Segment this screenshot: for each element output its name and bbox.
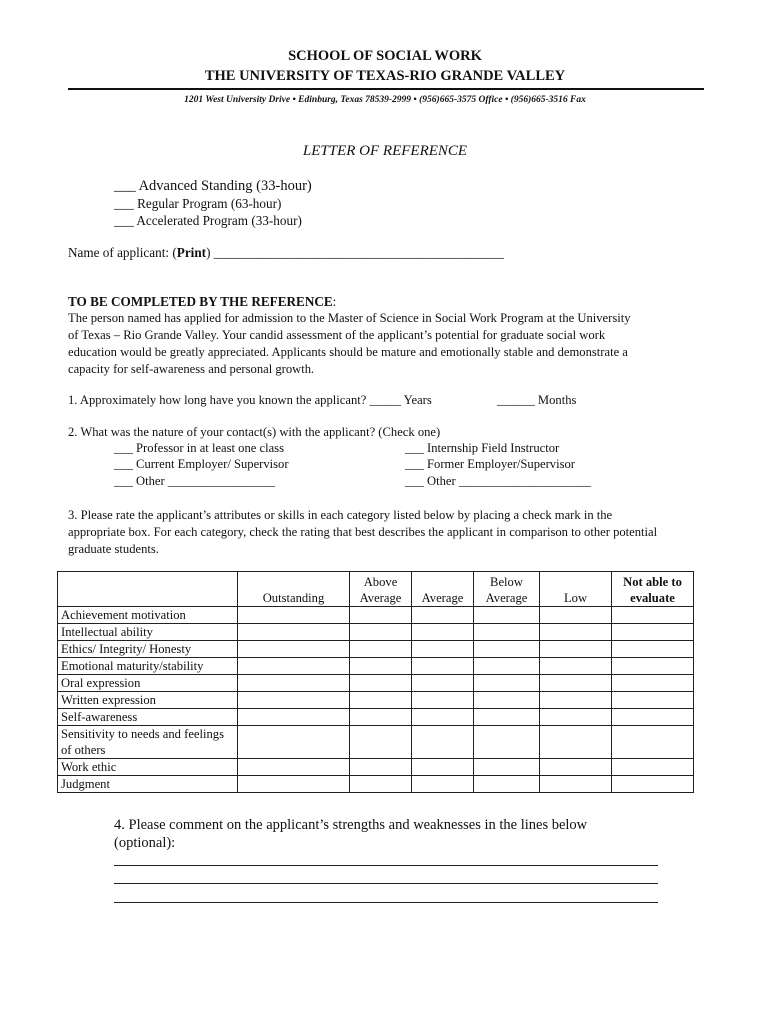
table-row <box>58 607 694 624</box>
rating-checkbox-cell[interactable] <box>238 624 350 641</box>
question-3: 3. Please rate the applicant’s attributes or skills in each category listed below by placing a check mark in the appropriate box. For each category, check the rating that best describes the applicant in comparison to other potential graduate students. <box>68 508 658 556</box>
rating-checkbox-cell[interactable] <box>350 607 412 624</box>
program-regular[interactable]: ___ Regular Program (63-hour) <box>114 196 282 211</box>
rating-checkbox-cell[interactable] <box>412 692 474 709</box>
rating-checkbox-cell[interactable] <box>238 759 350 776</box>
rating-category: Written expression <box>58 692 238 709</box>
program-accelerated[interactable]: ___ Accelerated Program (33-hour) <box>114 213 302 228</box>
rating-checkbox-cell[interactable] <box>474 709 540 726</box>
contact-current-employer[interactable]: ___ Current Employer/ Supervisor <box>114 457 289 471</box>
program-advanced-standing[interactable]: ___ Advanced Standing (33-hour) <box>114 178 312 194</box>
table-row <box>58 709 694 726</box>
rating-checkbox-cell[interactable] <box>540 726 612 759</box>
rating-checkbox-cell[interactable] <box>474 624 540 641</box>
reference-paragraph: The person named has applied for admission to the Master of Science in Social Work Program at the University of Texas – Rio Grande Valley. Your candid assessment of the applicant’s potential for graduate social work education would be greatly appreciated. Applicants should be mature and emotionally stable and demonstrate a capacity for self-awareness and personal growth. <box>68 311 631 376</box>
rating-checkbox-cell[interactable] <box>350 641 412 658</box>
rating-checkbox-cell[interactable] <box>540 709 612 726</box>
rating-header-row <box>58 572 694 607</box>
contact-field-instructor[interactable]: ___ Internship Field Instructor <box>405 441 560 455</box>
rating-header-low: Low <box>540 572 612 607</box>
rating-checkbox-cell[interactable] <box>612 692 694 709</box>
table-row <box>58 641 694 658</box>
rating-checkbox-cell[interactable] <box>350 776 412 793</box>
rating-checkbox-cell[interactable] <box>612 726 694 759</box>
rating-checkbox-cell[interactable] <box>238 607 350 624</box>
rating-category: Self-awareness <box>58 709 238 726</box>
question-4: 4. Please comment on the applicant’s strengths and weaknesses in the lines below <box>114 817 588 833</box>
rating-checkbox-cell[interactable] <box>474 726 540 759</box>
rating-table <box>57 571 694 793</box>
rating-checkbox-cell[interactable] <box>474 607 540 624</box>
rating-checkbox-cell[interactable] <box>540 607 612 624</box>
rating-checkbox-cell[interactable] <box>474 776 540 793</box>
rating-category: Work ethic <box>58 759 238 776</box>
rating-checkbox-cell[interactable] <box>238 675 350 692</box>
rating-header-category <box>58 572 238 607</box>
rating-checkbox-cell[interactable] <box>412 776 474 793</box>
address-line: 1201 West University Drive • Edinburg, Texas 78539-2999 • (956)665-3575 Office • (956)665-3516 Fax <box>184 95 586 105</box>
table-row <box>58 675 694 692</box>
rating-checkbox-cell[interactable] <box>238 692 350 709</box>
rating-category: Sensitivity to needs and feelings of others <box>58 726 238 759</box>
rating-checkbox-cell[interactable] <box>540 624 612 641</box>
school-name: SCHOOL OF SOCIAL WORK <box>288 48 482 64</box>
rating-header-above-average: Above Average <box>350 572 412 607</box>
rating-checkbox-cell[interactable] <box>350 726 412 759</box>
rating-checkbox-cell[interactable] <box>612 624 694 641</box>
rating-checkbox-cell[interactable] <box>238 776 350 793</box>
comment-line-2[interactable] <box>114 883 658 884</box>
rating-checkbox-cell[interactable] <box>350 624 412 641</box>
rating-checkbox-cell[interactable] <box>540 641 612 658</box>
rating-checkbox-cell[interactable] <box>612 607 694 624</box>
reference-heading-colon: : <box>332 294 337 309</box>
table-row <box>58 726 694 759</box>
rating-category: Intellectual ability <box>58 624 238 641</box>
rating-checkbox-cell[interactable] <box>612 675 694 692</box>
table-row <box>58 759 694 776</box>
rating-category: Oral expression <box>58 675 238 692</box>
rating-checkbox-cell[interactable] <box>238 641 350 658</box>
page-title: LETTER OF REFERENCE <box>302 143 468 159</box>
rating-category: Judgment <box>58 776 238 793</box>
rating-checkbox-cell[interactable] <box>540 692 612 709</box>
rating-checkbox-cell[interactable] <box>412 759 474 776</box>
rating-checkbox-cell[interactable] <box>474 658 540 675</box>
rating-checkbox-cell[interactable] <box>350 759 412 776</box>
rating-checkbox-cell[interactable] <box>412 726 474 759</box>
rating-checkbox-cell[interactable] <box>612 641 694 658</box>
contact-other-left[interactable]: ___ Other _________________ <box>114 474 275 488</box>
question-1[interactable]: 1. Approximately how long have you known the applicant? _____ Years <box>68 393 432 407</box>
table-row <box>58 776 694 793</box>
applicant-name-prefix: Name of applicant: ( <box>68 245 177 260</box>
table-row <box>58 624 694 641</box>
rating-header-outstanding: Outstanding <box>238 572 350 607</box>
rating-checkbox-cell[interactable] <box>474 759 540 776</box>
question-2: 2. What was the nature of your contact(s) with the applicant? (Check one) <box>68 425 441 439</box>
university-name: THE UNIVERSITY OF TEXAS-RIO GRANDE VALLEY <box>204 68 566 84</box>
rating-checkbox-cell[interactable] <box>474 692 540 709</box>
applicant-name-line: ) ____________________________________________ <box>206 245 504 260</box>
rating-checkbox-cell[interactable] <box>612 658 694 675</box>
rating-checkbox-cell[interactable] <box>238 726 350 759</box>
rating-checkbox-cell[interactable] <box>540 658 612 675</box>
rating-checkbox-cell[interactable] <box>474 641 540 658</box>
rating-category: Ethics/ Integrity/ Honesty <box>58 641 238 658</box>
rating-header-average: Average <box>412 572 474 607</box>
rating-checkbox-cell[interactable] <box>412 709 474 726</box>
contact-former-employer[interactable]: ___ Former Employer/Supervisor <box>405 457 575 471</box>
applicant-name-field[interactable] <box>68 245 504 261</box>
rating-category: Emotional maturity/stability <box>58 658 238 675</box>
comment-line-3[interactable] <box>114 902 658 903</box>
rating-checkbox-cell[interactable] <box>612 759 694 776</box>
header-rule <box>68 88 704 90</box>
rating-checkbox-cell[interactable] <box>350 658 412 675</box>
table-row <box>58 658 694 675</box>
rating-category: Achievement motivation <box>58 607 238 624</box>
rating-checkbox-cell[interactable] <box>540 675 612 692</box>
rating-checkbox-cell[interactable] <box>238 658 350 675</box>
rating-checkbox-cell[interactable] <box>238 709 350 726</box>
reference-heading <box>68 294 336 310</box>
reference-heading-text: TO BE COMPLETED BY THE REFERENCE <box>68 294 333 309</box>
rating-header-below-average: Below Average <box>474 572 540 607</box>
rating-checkbox-cell[interactable] <box>412 641 474 658</box>
rating-checkbox-cell[interactable] <box>412 607 474 624</box>
rating-checkbox-cell[interactable] <box>412 658 474 675</box>
contact-other-right[interactable]: ___ Other _____________________ <box>405 474 592 488</box>
contact-professor[interactable]: ___ Professor in at least one class <box>114 441 284 455</box>
question-4-optional: (optional): <box>114 835 176 851</box>
rating-checkbox-cell[interactable] <box>612 776 694 793</box>
question-1-months[interactable]: ______ Months <box>497 393 577 407</box>
rating-checkbox-cell[interactable] <box>612 709 694 726</box>
table-row <box>58 692 694 709</box>
comment-line-1[interactable] <box>114 865 658 866</box>
rating-checkbox-cell[interactable] <box>412 675 474 692</box>
rating-checkbox-cell[interactable] <box>350 692 412 709</box>
rating-checkbox-cell[interactable] <box>540 776 612 793</box>
rating-checkbox-cell[interactable] <box>540 759 612 776</box>
rating-checkbox-cell[interactable] <box>350 709 412 726</box>
rating-header-not-able: Not able to evaluate <box>612 572 694 607</box>
rating-checkbox-cell[interactable] <box>474 675 540 692</box>
applicant-name-print: Print <box>176 245 207 260</box>
rating-checkbox-cell[interactable] <box>412 624 474 641</box>
rating-checkbox-cell[interactable] <box>350 675 412 692</box>
